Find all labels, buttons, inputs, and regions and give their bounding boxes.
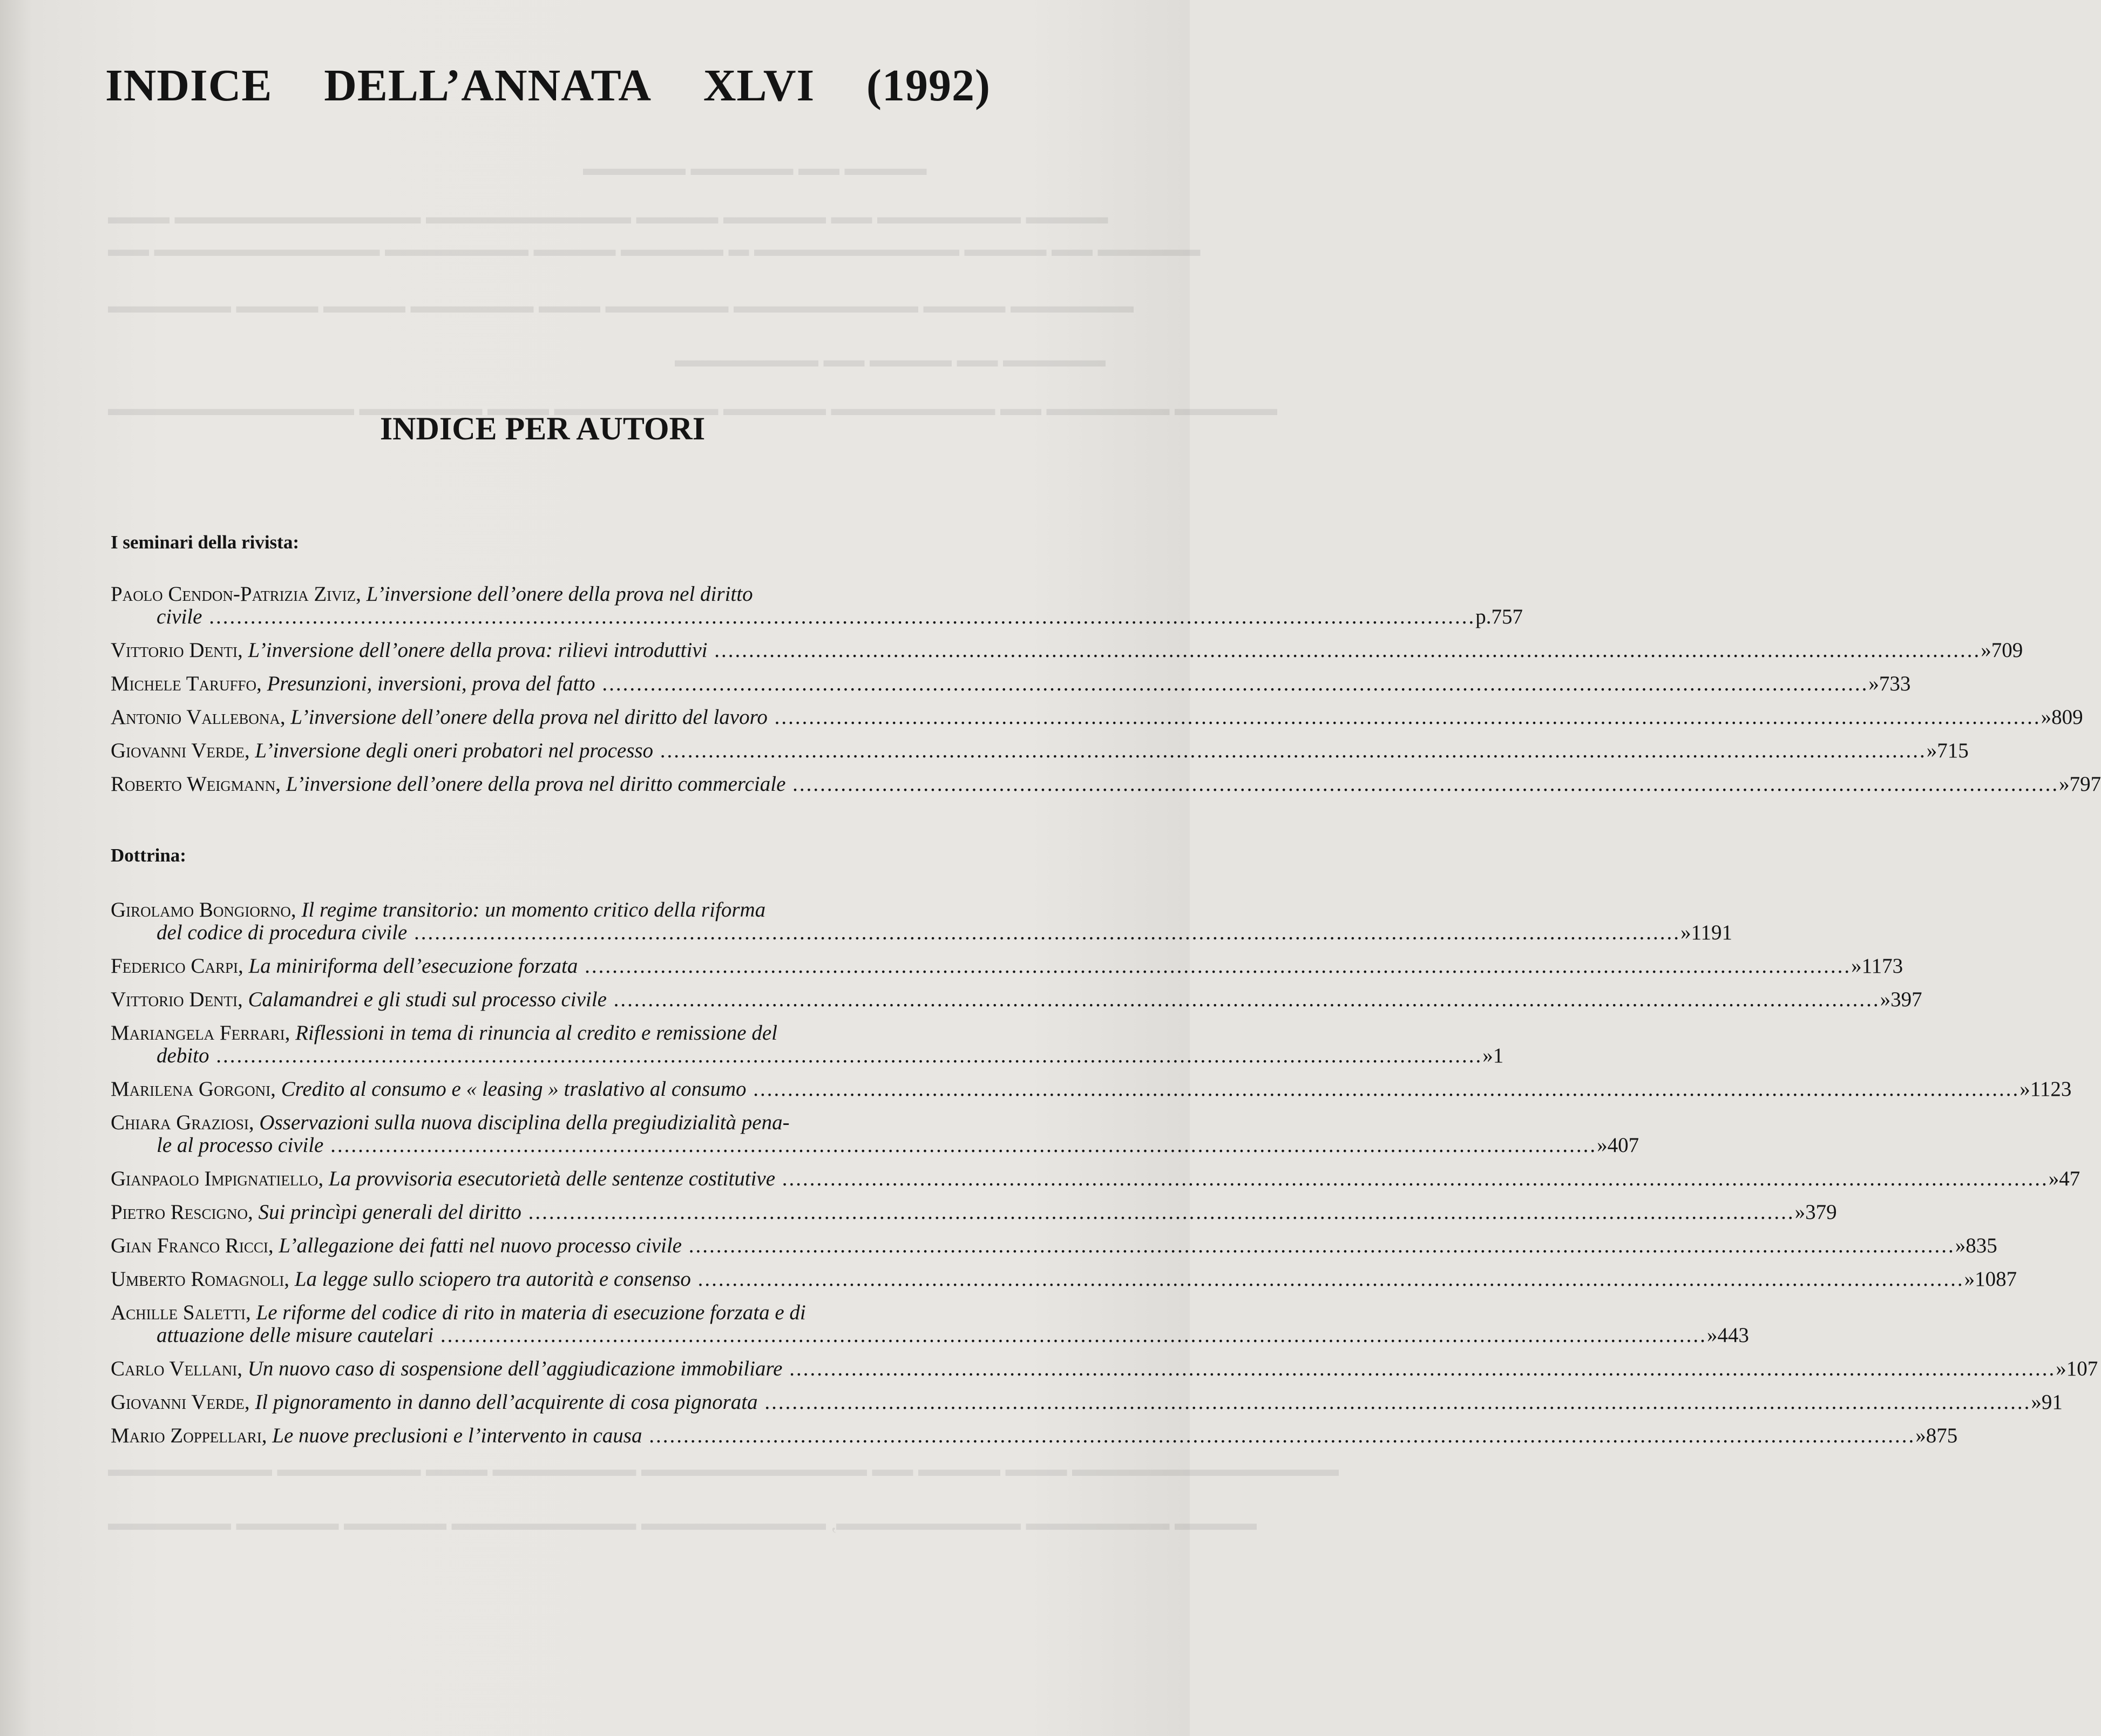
entry-author: Carlo Vellani, [111, 1357, 242, 1380]
ditto-mark: » [1794, 1201, 1806, 1224]
index-entry [111, 739, 1969, 762]
show-through-text: ▬▬▬▬▬▬▬▬▬▬▬▬▬ ▬▬▬ ▬▬▬▬ ▬▬ ▬▬▬▬▬▬▬▬▬▬▬ ▬▬▬▬▬▬▬ ▬▬▬ ▬▬▬▬▬▬▬ ▬▬▬▬▬▬▬▬ [108, 1458, 1339, 1481]
page-number: 875 [1926, 1424, 1958, 1447]
entry-title: L’inversione dell’onere della prova: rilievi introduttivi [248, 639, 708, 662]
seminari-list [111, 582, 2101, 806]
entry-author: Umberto Romagnoli, [111, 1267, 290, 1291]
entry-author: Mario Zoppellari, [111, 1424, 267, 1447]
ditto-mark: » [1706, 1324, 1718, 1347]
entry-title: Presunzioni, inversioni, prova del fatto [267, 672, 595, 695]
index-entry [111, 1391, 2063, 1414]
index-entry [111, 772, 2101, 796]
index-entry [111, 672, 1911, 695]
entry-author: Roberto Weigmann, [111, 772, 281, 796]
entry-author: Michele Taruffo, [111, 672, 262, 695]
page-number: 757 [1491, 605, 1523, 628]
header-word: INDICE [105, 60, 273, 111]
entry-author: Achille Saletti, [111, 1301, 251, 1324]
entry-author: Giovanni Verde, [111, 739, 250, 762]
entry-title: L’allegazione dei fatti nel nuovo processo civile [279, 1234, 682, 1257]
ditto-mark: » [1851, 954, 1862, 978]
section-title: INDICE PER AUTORI [379, 411, 706, 446]
entry-title: La provvisoria esecutorietà delle sentenze costitutive [328, 1167, 776, 1190]
index-entry [111, 1021, 1504, 1067]
entry-author: Federico Carpi, [111, 954, 243, 978]
page-number: 835 [1966, 1234, 1997, 1257]
entry-title: L’inversione dell’onere della prova nel diritto del lavoro [290, 706, 768, 729]
dottrina-label: Dottrina: [111, 845, 186, 866]
show-through-text: ▬▬▬▬▬ ▬▬ ▬▬▬▬ ▬▬ ▬▬▬▬▬▬▬ [675, 349, 1106, 371]
header-word: XLVI [703, 60, 815, 111]
entry-title: Osservazioni sulla nuova disciplina della pregiudizialità pena- [259, 1111, 790, 1134]
index-entry [111, 1267, 2017, 1291]
show-through-text: ▬▬▬▬ ▬▬ ▬▬▬▬▬ ▬▬▬▬▬ [583, 157, 927, 180]
index-entry [111, 1357, 2098, 1380]
entry-title: L’inversione dell’onere della prova nel diritto [366, 582, 753, 606]
entry-title: Sui princìpi generali del diritto [258, 1201, 521, 1224]
entry-author: Antonio Vallebona, [111, 706, 286, 729]
show-through-text: ▬▬▬▬ ▬▬▬▬▬▬▬ ▬▬▬▬▬▬▬▬▬, ▬▬▬▬▬▬▬▬▬ ▬▬▬▬▬▬▬▬▬ ▬▬▬▬▬ ▬▬▬▬▬ ▬▬▬▬▬▬ [108, 1512, 1257, 1535]
seminari-label: I seminari della rivista: [111, 532, 299, 553]
index-entry [111, 639, 2023, 662]
entry-title-continuation: attuazione delle misure cautelari [157, 1324, 434, 1347]
index-entry [111, 1424, 1958, 1447]
entry-author: Mariangela Ferrari, [111, 1021, 290, 1045]
show-through-text: ▬▬▬▬▬▬ ▬▬▬▬ ▬▬▬▬▬▬▬▬▬ ▬▬▬▬▬▬ ▬▬▬ ▬▬▬▬▬▬ ▬▬▬▬ ▬▬▬▬ ▬▬▬▬▬▬ [108, 295, 1134, 317]
entry-author: Chiara Graziosi, [111, 1111, 254, 1134]
entry-author: Pietro Rescigno, [111, 1201, 253, 1224]
entry-title: L’inversione dell’onere della prova nel diritto commerciale [286, 772, 786, 796]
header-word: DELL’ANNATA [324, 60, 652, 111]
entry-title-continuation: del codice di procedura civile [157, 921, 408, 944]
ditto-mark: » [1955, 1234, 1966, 1257]
index-entry [111, 1201, 1837, 1224]
index-entry [111, 988, 1922, 1011]
page-number: 107 [2066, 1357, 2098, 1380]
index-entry [111, 1167, 2080, 1190]
page-number: 91 [2041, 1391, 2063, 1414]
entry-author: Marilena Gorgoni, [111, 1077, 276, 1101]
ditto-mark: » [2019, 1077, 2030, 1101]
ditto-mark: » [1915, 1424, 1926, 1447]
entry-title: Riflessioni in tema di rinuncia al credito e remissione del [295, 1021, 778, 1045]
page-number: 1173 [1861, 954, 1903, 978]
dottrina-list [111, 898, 2098, 1458]
index-entry [111, 954, 1903, 978]
page-number: 1123 [2030, 1077, 2072, 1101]
entry-author: Paolo Cendon-Patrizia Ziviz, [111, 582, 361, 606]
page-number: 709 [1991, 639, 2023, 662]
entry-title: Le nuove preclusioni e l’intervento in causa [272, 1424, 642, 1447]
entry-title: Il pignoramento in danno dell’acquirente di cosa pignorata [255, 1391, 758, 1414]
entry-author: Gian Franco Ricci, [111, 1234, 274, 1257]
ditto-mark: » [2056, 1357, 2066, 1380]
page-number: 47 [2059, 1167, 2080, 1190]
ditto-mark: » [1482, 1044, 1493, 1067]
entry-title: L’inversione degli oneri probatori nel processo [255, 739, 654, 762]
entry-author: Vittorio Denti, [111, 639, 243, 662]
ditto-mark: » [2048, 1167, 2059, 1190]
ditto-mark: » [1880, 988, 1891, 1011]
ditto-mark: » [1680, 921, 1691, 944]
page-number: 797 [2069, 772, 2101, 796]
page-number: 733 [1879, 672, 1911, 695]
entry-author: Giovanni Verde, [111, 1391, 250, 1414]
page-number: 1087 [1975, 1267, 2017, 1291]
page-number: 443 [1717, 1324, 1749, 1347]
page-number: 715 [1937, 739, 1969, 762]
ditto-mark: » [1868, 672, 1879, 695]
entry-title: Un nuovo caso di sospensione dell’aggiudicazione immobiliare [247, 1357, 783, 1380]
entry-title: La legge sullo sciopero tra autorità e consenso [294, 1267, 691, 1291]
show-through-text: ▬▬▬▬▬ ▬▬▬▬▬▬ ▬▬ ▬▬▬▬▬▬▬▬ ▬▬▬▬▬ ▬▬▬▬▬▬▬▬ ▬▬▬ ▬▬▬▬▬▬ ▬▬▬▬▬▬▬▬▬▬▬▬ [108, 397, 1277, 420]
entry-author: Vittorio Denti, [111, 988, 243, 1011]
entry-title-continuation: le al processo civile [157, 1134, 324, 1157]
page-number: 379 [1805, 1201, 1837, 1224]
ditto-mark: » [1926, 739, 1937, 762]
header-word: (1992) [866, 60, 991, 111]
entry-author: Gianpaolo Impignatiello, [111, 1167, 324, 1190]
ditto-mark: » [1597, 1134, 1608, 1157]
index-entry [111, 706, 2083, 729]
index-entry [111, 898, 1733, 944]
entry-title: Calamandrei e gli studi sul processo civile [248, 988, 607, 1011]
entry-title: Credito al consumo e « leasing » traslativo al consumo [281, 1077, 747, 1101]
page-number: 1 [1493, 1044, 1504, 1067]
index-entry [111, 582, 1523, 628]
page-prefix: p. [1475, 605, 1492, 628]
entry-title: Il regime transitorio: un momento critico della riforma [301, 898, 766, 921]
ditto-mark: » [1981, 639, 1991, 662]
index-entry [111, 1077, 2072, 1101]
page-number: 397 [1890, 988, 1922, 1011]
ditto-mark: » [1964, 1267, 1975, 1291]
entry-title-continuation: civile [157, 605, 202, 628]
page-number: 1191 [1691, 921, 1733, 944]
ditto-mark: » [2041, 706, 2052, 729]
entry-title-continuation: debito [157, 1044, 209, 1067]
entry-title: Le riforme del codice di rito in materia di esecuzione forzata e di [256, 1301, 806, 1324]
entry-title: La miniriforma dell’esecuzione forzata [248, 954, 578, 978]
page-number: 407 [1607, 1134, 1639, 1157]
ditto-mark: » [2059, 772, 2070, 796]
entry-author: Girolamo Bongiorno, [111, 898, 296, 921]
show-through-text: ▬▬▬▬▬ ▬▬ ▬▬▬▬ ▬▬▬▬▬▬▬▬▬▬ ▬ ▬▬▬▬▬ ▬▬▬▬ ▬▬▬▬▬▬▬ ▬▬▬▬▬▬▬▬▬▬▬ ▬▬ [108, 238, 1201, 261]
index-entry [111, 1234, 1997, 1257]
page-number: 809 [2051, 706, 2083, 729]
show-through-text: ▬▬▬▬ ▬▬▬▬▬▬▬ ▬▬ ▬▬▬▬▬ ▬▬▬▬ ▬▬▬▬▬▬▬▬▬▬ ▬▬▬▬▬▬▬▬▬▬▬▬ ▬▬▬ [108, 206, 1108, 228]
volume-header [105, 59, 991, 112]
index-entry [111, 1111, 1639, 1157]
index-entry [111, 1301, 1749, 1347]
ditto-mark: » [2031, 1391, 2042, 1414]
